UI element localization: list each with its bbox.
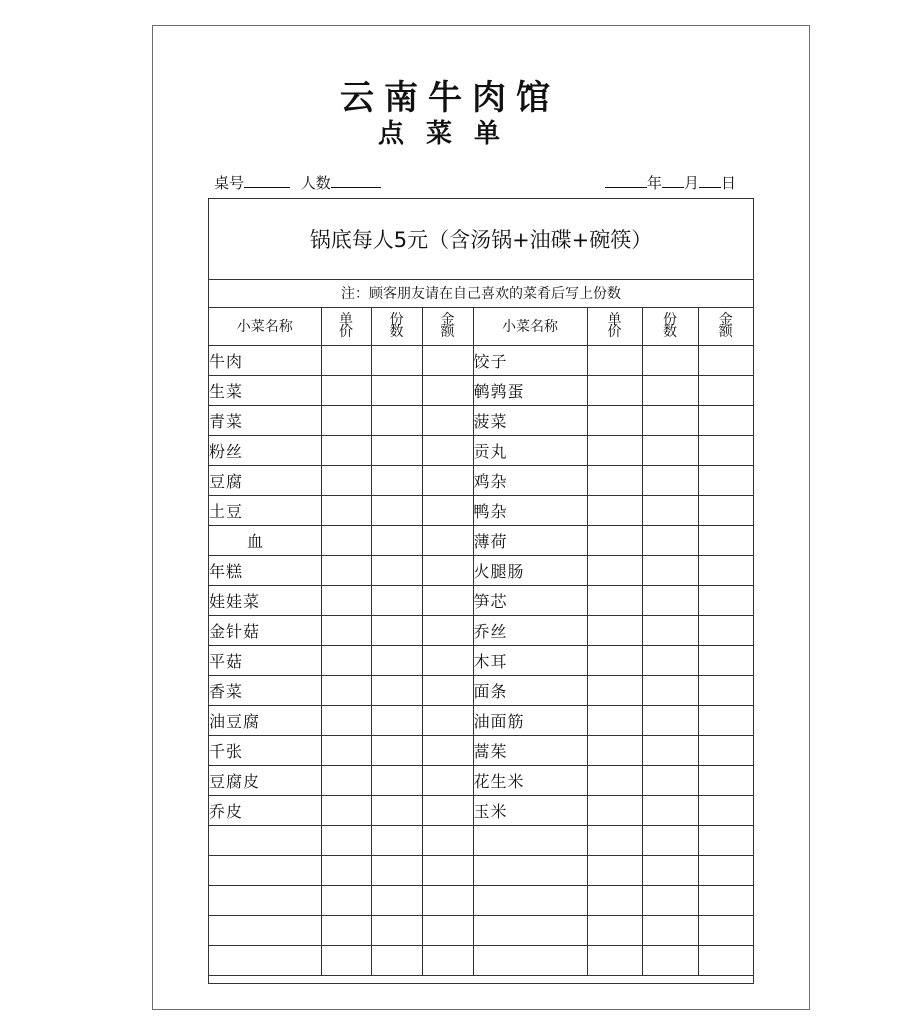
right-item-name [473,855,587,885]
left-item-amount-cell[interactable] [422,555,473,585]
month-label: 月 [684,174,700,192]
right-item-amount-cell[interactable] [698,855,753,885]
left-item-amount-cell[interactable] [422,375,473,405]
right-item-name: 饺子 [473,345,587,375]
left-item-amount-cell[interactable] [422,945,473,975]
left-item-name: 青菜 [209,405,321,435]
left-item-name: 生菜 [209,375,321,405]
right-item-amount-cell[interactable] [698,345,753,375]
right-item-qty-cell[interactable] [642,465,698,495]
header-left-amount-top: 金 [440,311,455,328]
left-item-name: 油豆腐 [209,705,321,735]
right-item-qty-cell[interactable] [642,555,698,585]
header-right-qty-bottom: 数 [663,323,677,340]
left-item-qty-cell[interactable] [371,525,422,555]
left-item-name [209,915,321,945]
left-item-price-cell[interactable] [321,885,371,915]
left-item-price-cell[interactable] [321,585,371,615]
header-right-qty [642,307,698,345]
right-item-name [473,945,587,975]
right-item-name: 木耳 [473,645,587,675]
menu-row [209,585,753,615]
right-item-qty-cell[interactable] [642,645,698,675]
left-item-qty-cell[interactable] [371,945,422,975]
people-count-blank[interactable] [331,175,381,188]
right-item-qty-cell[interactable] [642,585,698,615]
left-item-name: 豆腐皮 [209,765,321,795]
right-item-qty-cell[interactable] [642,705,698,735]
right-item-amount-cell[interactable] [698,735,753,765]
left-item-name: 年糕 [209,555,321,585]
right-item-price-cell[interactable] [587,945,642,975]
left-item-qty-cell[interactable] [371,885,422,915]
right-item-name: 菠菜 [473,405,587,435]
menu-row [209,645,753,675]
restaurant-title: 云南牛肉馆 [340,78,560,118]
left-item-name: 香菜 [209,675,321,705]
menu-row [209,435,753,465]
left-item-name: 娃娃菜 [209,585,321,615]
right-item-amount-cell[interactable] [698,615,753,645]
menu-row [209,345,753,375]
right-item-amount-cell[interactable] [698,435,753,465]
left-item-amount-cell[interactable] [422,525,473,555]
right-item-qty-cell[interactable] [642,825,698,855]
left-item-name: 千张 [209,735,321,765]
right-item-amount-cell[interactable] [698,525,753,555]
left-item-qty-cell[interactable] [371,435,422,465]
right-item-qty-cell[interactable] [642,615,698,645]
right-item-amount-cell[interactable] [698,825,753,855]
right-item-amount-cell[interactable] [698,915,753,945]
right-item-name: 面条 [473,675,587,705]
left-item-qty-cell[interactable] [371,675,422,705]
right-item-qty-cell[interactable] [642,945,698,975]
header-right-price-bottom: 价 [607,323,622,340]
menu-row [209,405,753,435]
right-item-name: 蒿茱 [473,735,587,765]
left-item-name [209,885,321,915]
left-item-price-cell[interactable] [321,405,371,435]
right-item-price-cell[interactable] [587,525,642,555]
right-item-qty-cell[interactable] [642,375,698,405]
right-item-qty-cell[interactable] [642,525,698,555]
left-item-qty-cell[interactable] [371,585,422,615]
header-left-qty-bottom: 数 [389,323,404,340]
right-item-amount-cell[interactable] [698,375,753,405]
menu-row [209,885,753,915]
left-item-name: 血 [209,525,321,555]
right-item-name [473,825,587,855]
right-item-name: 鸡杂 [473,465,587,495]
menu-row [209,375,753,405]
right-item-qty-cell[interactable] [642,735,698,765]
right-item-amount-cell[interactable] [698,495,753,525]
right-item-name: 玉米 [473,795,587,825]
left-item-amount-cell[interactable] [422,705,473,735]
right-item-name: 贡丸 [473,435,587,465]
left-item-qty-cell[interactable] [371,795,422,825]
left-item-price-cell[interactable] [321,525,371,555]
right-item-qty-cell[interactable] [642,675,698,705]
right-item-price-cell[interactable] [587,885,642,915]
left-item-name: 豆腐 [209,465,321,495]
soup-base-banner: 锅底每人5元（含汤锅+油碟+碗筷） [209,199,753,280]
right-item-qty-cell[interactable] [642,885,698,915]
left-item-qty-cell[interactable] [371,615,422,645]
table-number-label: 桌号 [214,174,245,192]
menu-row [209,705,753,735]
left-item-qty-cell[interactable] [371,405,422,435]
left-item-name: 牛肉 [209,345,321,375]
right-item-amount-cell[interactable] [698,465,753,495]
menu-row [209,945,753,975]
right-item-price-cell[interactable] [587,585,642,615]
left-item-name [209,825,321,855]
right-item-price-cell[interactable] [587,795,642,825]
menu-row [209,765,753,795]
right-item-amount-cell[interactable] [698,795,753,825]
left-item-amount-cell[interactable] [422,465,473,495]
right-item-name: 油面筋 [473,705,587,735]
left-item-amount-cell[interactable] [422,675,473,705]
right-item-qty-cell[interactable] [642,855,698,885]
left-item-price-cell[interactable] [321,675,371,705]
month-blank[interactable] [662,175,684,188]
left-item-qty-cell[interactable] [371,765,422,795]
right-item-price-cell[interactable] [587,435,642,465]
header-left-price-top: 单 [339,311,353,328]
left-item-name [209,855,321,885]
right-item-price-cell[interactable] [587,555,642,585]
left-item-qty-cell[interactable] [371,495,422,525]
left-item-qty-cell[interactable] [371,465,422,495]
left-item-amount-cell[interactable] [422,765,473,795]
left-item-price-cell[interactable] [321,345,371,375]
right-item-price-cell[interactable] [587,495,642,525]
left-item-amount-cell[interactable] [422,855,473,885]
right-item-name: 笋芯 [473,585,587,615]
menu-row [209,465,753,495]
right-item-price-cell[interactable] [587,855,642,885]
right-item-price-cell[interactable] [587,675,642,705]
left-item-qty-cell[interactable] [371,855,422,885]
order-table-frame [208,198,754,984]
right-item-qty-cell[interactable] [642,795,698,825]
left-item-price-cell[interactable] [321,945,371,975]
right-item-price-cell[interactable] [587,735,642,765]
right-item-name: 火腿肠 [473,555,587,585]
left-item-price-cell[interactable] [321,765,371,795]
table-header-row [209,307,753,345]
menu-row [209,825,753,855]
menu-row [209,495,753,525]
menu-row [209,915,753,945]
header-right-price [587,307,642,345]
left-item-price-cell[interactable] [321,435,371,465]
right-item-name: 鸭杂 [473,495,587,525]
table-number-blank[interactable] [244,175,290,188]
left-item-name: 平菇 [209,645,321,675]
right-item-price-cell[interactable] [587,915,642,945]
left-item-price-cell[interactable] [321,825,371,855]
right-item-qty-cell[interactable] [642,915,698,945]
right-item-name: 鹌鹑蛋 [473,375,587,405]
right-item-amount-cell[interactable] [698,885,753,915]
header-right-price-top: 单 [607,311,622,328]
right-item-amount-cell[interactable] [698,585,753,615]
header-right-amount [698,307,753,345]
header-left-price-bottom: 价 [339,323,353,340]
menu-row [209,735,753,765]
left-item-price-cell[interactable] [321,645,371,675]
left-item-name: 乔皮 [209,795,321,825]
left-item-qty-cell[interactable] [371,375,422,405]
right-item-name: 薄荷 [473,525,587,555]
header-left-qty-top: 份 [389,311,404,328]
right-item-price-cell[interactable] [587,465,642,495]
right-item-amount-cell[interactable] [698,645,753,675]
menu-row [209,855,753,885]
left-item-qty-cell[interactable] [371,555,422,585]
menu-table-body [209,345,753,975]
right-item-price-cell[interactable] [587,765,642,795]
left-item-price-cell[interactable] [321,705,371,735]
right-item-price-cell[interactable] [587,345,642,375]
left-item-name: 土豆 [209,495,321,525]
right-item-qty-cell[interactable] [642,435,698,465]
right-item-amount-cell[interactable] [698,675,753,705]
left-item-amount-cell[interactable] [422,825,473,855]
header-left-amount-bottom: 额 [440,323,455,340]
left-item-qty-cell[interactable] [371,645,422,675]
menu-table [209,307,753,976]
left-item-price-cell[interactable] [321,465,371,495]
left-item-price-cell[interactable] [321,495,371,525]
left-item-amount-cell[interactable] [422,735,473,765]
right-item-name [473,885,587,915]
header-left-name: 小菜名称 [209,307,321,345]
right-item-price-cell[interactable] [587,825,642,855]
right-item-qty-cell[interactable] [642,495,698,525]
right-item-qty-cell[interactable] [642,405,698,435]
left-item-amount-cell[interactable] [422,405,473,435]
order-form-subtitle: 点菜单 [377,119,522,149]
menu-row [209,555,753,585]
header-left-price [321,307,371,345]
right-item-price-cell[interactable] [587,405,642,435]
left-item-name: 金针菇 [209,615,321,645]
left-item-amount-cell[interactable] [422,885,473,915]
left-item-amount-cell[interactable] [422,645,473,675]
header-right-amount-bottom: 额 [718,323,733,340]
left-item-amount-cell[interactable] [422,615,473,645]
header-left-amount [422,307,473,345]
right-item-price-cell[interactable] [587,615,642,645]
right-item-name: 花生米 [473,765,587,795]
day-blank[interactable] [699,175,721,188]
left-item-amount-cell[interactable] [422,495,473,525]
right-item-amount-cell[interactable] [698,705,753,735]
header-right-name: 小菜名称 [473,307,587,345]
right-item-amount-cell[interactable] [698,765,753,795]
right-item-amount-cell[interactable] [698,555,753,585]
left-item-amount-cell[interactable] [422,435,473,465]
year-blank[interactable] [605,175,647,188]
left-item-price-cell[interactable] [321,735,371,765]
right-item-name [473,915,587,945]
right-item-qty-cell[interactable] [642,345,698,375]
menu-row [209,615,753,645]
date-line [605,172,736,193]
left-item-amount-cell[interactable] [422,345,473,375]
left-item-qty-cell[interactable] [371,735,422,765]
left-item-name [209,945,321,975]
right-item-qty-cell[interactable] [642,765,698,795]
left-item-amount-cell[interactable] [422,585,473,615]
year-label: 年 [647,174,663,192]
right-item-price-cell[interactable] [587,645,642,675]
left-item-qty-cell[interactable] [371,705,422,735]
left-item-qty-cell[interactable] [371,825,422,855]
right-item-name: 乔丝 [473,615,587,645]
right-item-price-cell[interactable] [587,705,642,735]
table-people-line [214,172,381,193]
people-count-label: 人数 [300,174,331,192]
left-item-price-cell[interactable] [321,915,371,945]
left-item-price-cell[interactable] [321,615,371,645]
left-item-price-cell[interactable] [321,855,371,885]
left-item-price-cell[interactable] [321,795,371,825]
right-item-price-cell[interactable] [587,375,642,405]
menu-row [209,525,753,555]
left-item-price-cell[interactable] [321,555,371,585]
menu-row [209,795,753,825]
header-right-qty-top: 份 [663,311,677,328]
customer-note: 注：顾客朋友请在自己喜欢的菜肴后写上份数 [209,279,753,308]
header-left-qty [371,307,422,345]
header-right-amount-top: 金 [718,311,733,328]
left-item-qty-cell[interactable] [371,915,422,945]
left-item-amount-cell[interactable] [422,795,473,825]
right-item-amount-cell[interactable] [698,945,753,975]
day-label: 日 [721,174,737,192]
left-item-price-cell[interactable] [321,375,371,405]
right-item-amount-cell[interactable] [698,405,753,435]
menu-row [209,675,753,705]
left-item-name: 粉丝 [209,435,321,465]
left-item-amount-cell[interactable] [422,915,473,945]
left-item-qty-cell[interactable] [371,345,422,375]
